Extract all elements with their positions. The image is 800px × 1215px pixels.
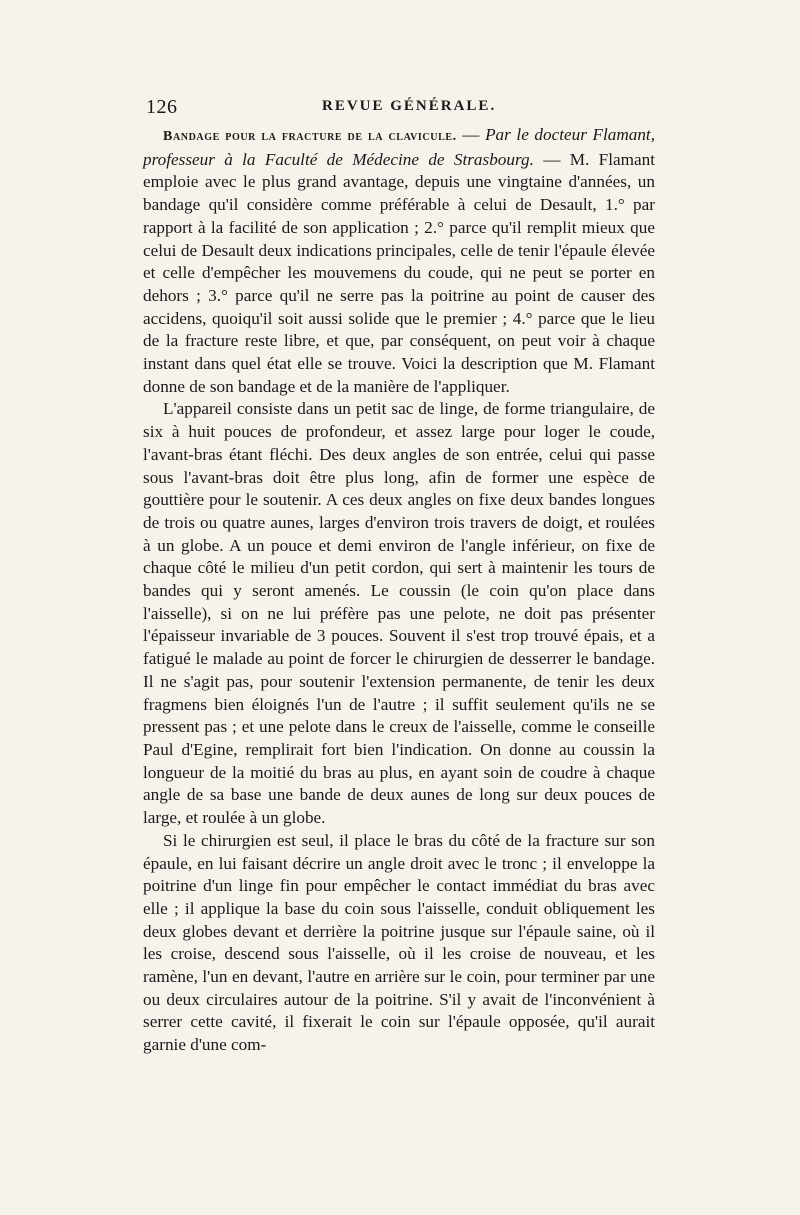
article-paragraph-2: L'appareil consiste dans un petit sac de linge, de forme triangulaire, de six à huit pouces de profondeur, et assez large pour loger le coude, l'avant-bras étant fléchi. Des deux angles de son entrée, celui qui passe sous l'avant-bras doit être plus long, afin de former une espèce de gouttière pour le soutenir. A ces deux angles on fixe deux bandes longues de trois ou quatre aunes, larges d'environ trois travers de doigt, et roulées à un globe. A un pouce et demi environ de l'angle inférieur, on fixe de chaque côté le milieu d'un petit cordon, qui sert à maintenir les tours de bandes qui y seront amenés. Le coussin (le coin qu'on place dans l'aisselle), si on ne lui préfère pas une pelote, ne doit pas présenter l'épaisseur invariable de 3 pouces. Souvent il s'est trop trouvé épais, et a fatigué le malade au point de forcer le chirurgien de desserrer le bandage. Il ne s'agit pas, pour soutenir l'extension permanente, de tenir les deux fragmens bien éloignés l'un de l'autre ; il suffit seulement qu'ils ne se pressent pas ; et une pelote dans le creux de l'aisselle, comme le conseille Paul d'Egine, remplirait fort bien l'indication. On donne au coussin la longueur de la moitié du bras au plus, en ayant soin de coudre à chaque angle de sa base une bande de deux aunes de long sur deux pouces de large, et roulée à un globe. (143, 399, 655, 828)
running-title: REVUE GÉNÉRALE. (322, 98, 497, 114)
page-number: 126 (146, 96, 178, 118)
byline-dash: — (533, 149, 570, 169)
article-paragraph-3: Si le chirurgien est seul, il place le bras du côté de la fracture sur son épaule, en lui faisant décrire un angle droit avec le tronc ; il enveloppe la poitrine d'un linge fin pour empêcher le contact immédiat du bras avec elle ; il applique la base du coin sous l'aisselle, conduit obliquement les deux globes devant et derrière la poitrine jusque sur l'épaule saine, où il les croise, descend sous l'aisselle, où il les croise de nouveau, et les ramène, l'un en devant, l'autre en arrière sur le coin, pour terminer par une ou deux circulaires autour de la poitrine. S'il y avait de l'inconvénient à serrer cette cavité, il fixerait le coin sur l'épaule opposée, qu'il aurait garnie d'une com- (143, 830, 655, 1055)
title-dash: — (456, 125, 486, 144)
article-byline: Par le docteur Flamant, professeur à la Faculté de Médecine de Strasbourg. (143, 125, 656, 169)
article-paragraph-1 (143, 124, 655, 398)
article-title: Bandage pour la fracture de la clavicule. (163, 129, 457, 144)
paragraph-text: M. Flamant emploie avec le plus grand avantage, depuis une vingtaine d'années, un bandage qu'il considère comme préférable à celui de Desault, 1.° par rapport à la facilité de son application ; 2.° parce qu'il remplit mieux que celui de Desault deux indications principales, celle de tenir l'épaule élevée et celle d'empêcher les mouvemens du coude, qui ne peut se porter en dehors ; 3.° parce qu'il ne serre pas la poitrine au point de causer des accidens, quoiqu'il soit aussi solide que le premier ; 4.° parce que le lieu de la fracture reste libre, et que, par conséquent, on peut voir à chaque instant dans quel état elle se trouve. Voici la description que M. Flamant donne de son bandage et de la manière de l'appliquer. (143, 149, 655, 396)
running-head (146, 96, 656, 120)
article-body (143, 124, 655, 1057)
